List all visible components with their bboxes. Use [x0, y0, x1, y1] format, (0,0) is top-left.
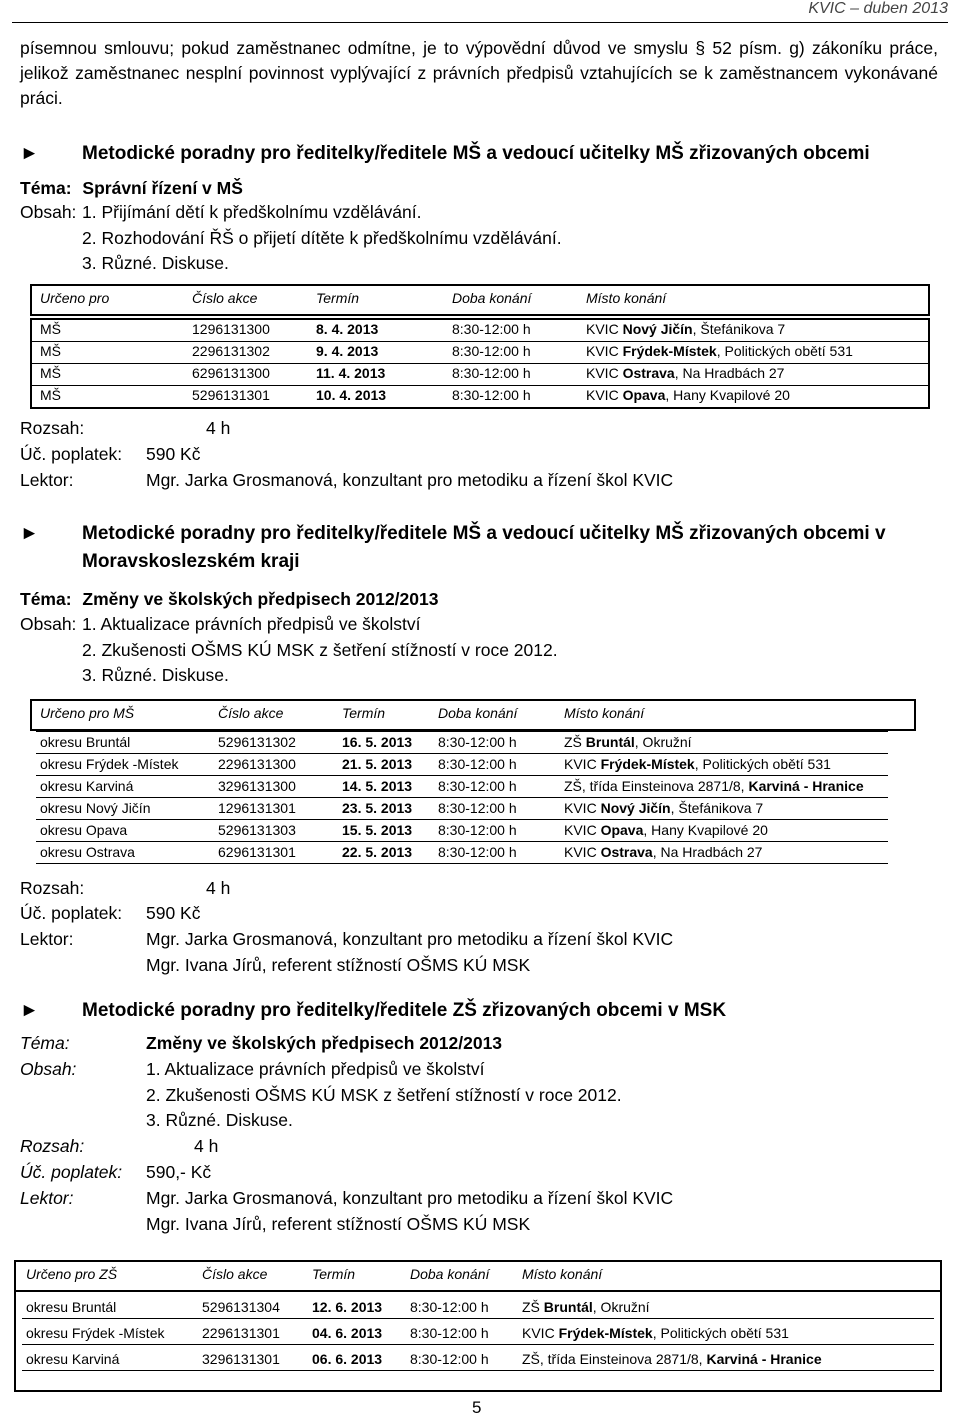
section-1-obsah-item: 3. Různé. Diskuse. — [82, 253, 229, 273]
arrow-bullet-icon: ► — [20, 1000, 39, 1021]
table-row: okresu Karviná 3296131301 06. 6. 2013 8:30-12:00 h ZŠ, třída Einsteinova 2871/8, Karviná - Hranice — [26, 1351, 822, 1367]
section-2-obsah-item: 2. Zkušenosti OŠMS KÚ MSK z šetření stížností v roce 2012. — [82, 640, 558, 660]
section-1-obsah-item: 2. Rozhodování ŘŠ o přijetí dítěte k předškolnímu vzdělávání. — [82, 228, 562, 248]
section-2-rozsah-label: Rozsah: — [20, 878, 85, 898]
section-2-obsah-label: Obsah: — [20, 614, 77, 634]
section-2-lektor-label: Lektor: — [20, 929, 74, 949]
section-1-title: Metodické poradny pro ředitelky/ředitele MŠ a vedoucí učitelky MŠ zřizovaných obcemi — [82, 143, 870, 164]
section-1-obsah-item: 1. Přijímání dětí k předškolnímu vzdělávání. — [82, 202, 422, 222]
section-3-lektor: Mgr. Jarka Grosmanová, konzultant pro metodiku a řízení škol KVIC — [146, 1188, 674, 1208]
section-3-rozsah-label: Rozsah: — [20, 1136, 85, 1156]
table-row: okresu Bruntál 5296131304 12. 6. 2013 8:30-12:00 h ZŠ Bruntál, Okružní — [26, 1299, 650, 1315]
section-3-obsah-item: 2. Zkušenosti OŠMS KÚ MSK z šetření stížností v roce 2012. — [146, 1085, 622, 1105]
table-row: okresu Karviná 3296131300 14. 5. 2013 8:30-12:00 h ZŠ, třída Einsteinova 2871/8, Karviná - Hranice — [40, 778, 864, 794]
section-1-poplatek-label: Úč. poplatek: — [20, 444, 123, 464]
table-row: okresu Frýdek -Místek 2296131301 04. 6. 2013 8:30-12:00 h KVIC Frýdek-Místek, Politických obětí 531 — [26, 1325, 789, 1341]
table-row: MŠ 2296131302 9. 4. 2013 8:30-12:00 h KVIC Frýdek-Místek, Politických obětí 531 — [40, 343, 853, 359]
section-1-rozsah: 4 h — [206, 418, 231, 438]
section-2-poplatek-label: Úč. poplatek: — [20, 903, 123, 923]
running-header: KVIC – duben 2013 — [808, 0, 948, 17]
section-1-lektor: Mgr. Jarka Grosmanová, konzultant pro metodiku a řízení škol KVIC — [146, 470, 674, 490]
section-2-title: Metodické poradny pro ředitelky/ředitele MŠ a vedoucí učitelky MŠ zřizovaných obcemi v Moravskoslezském kraji — [82, 523, 886, 572]
arrow-bullet-icon: ► — [20, 523, 39, 544]
table-row: MŠ 5296131301 10. 4. 2013 8:30-12:00 h KVIC Opava, Hany Kvapilové 20 — [40, 387, 790, 403]
table-row: okresu Bruntál 5296131302 16. 5. 2013 8:30-12:00 h ZŠ Bruntál, Okružní — [40, 734, 692, 750]
table-row: MŠ 1296131300 8. 4. 2013 8:30-12:00 h KVIC Nový Jičín, Štefánikova 7 — [40, 321, 786, 337]
section-1-rozsah-label: Rozsah: — [20, 418, 85, 438]
section-3-obsah-label: Obsah: — [20, 1059, 77, 1079]
section-1-schedule-table: Určeno pro Číslo akce Termín Doba konání Místo konání MŠ 1296131300 8. 4. 2013 8:30-12:00 h KVIC Nový Jičín, Štefánikova 7 MŠ 2296131302 9. 4. 2013 8:30-12:00 h KVIC Frýdek-Místek, Politických obětí 531 MŠ 6296131300 11. 4. 2013 8:30-12:00 h KVIC Ostrava, Na Hradbách 27 MŠ 5296131301 10. 4. 2013 8:30-12:00 h KVIC Opava, Hany Kvapilové 20 — [36, 284, 857, 406]
arrow-bullet-icon: ► — [20, 143, 39, 164]
table-row: okresu Opava 5296131303 15. 5. 2013 8:30-12:00 h KVIC Opava, Hany Kvapilové 20 — [40, 822, 768, 838]
section-3-lektor: Mgr. Ivana Jírů, referent stížností OŠMS KÚ MSK — [146, 1214, 531, 1234]
table-row: okresu Frýdek -Místek 2296131300 21. 5. 2013 8:30-12:00 h KVIC Frýdek-Místek, Politických obětí 531 — [40, 756, 831, 772]
section-1-lektor-label: Lektor: — [20, 470, 74, 490]
section-2-lektor: Mgr. Ivana Jírů, referent stížností OŠMS KÚ MSK — [146, 955, 531, 975]
section-2-lektor: Mgr. Jarka Grosmanová, konzultant pro metodiku a řízení škol KVIC — [146, 929, 674, 949]
section-2-rozsah: 4 h — [206, 878, 231, 898]
section-2-obsah-item: 1. Aktualizace právních předpisů ve školství — [82, 614, 421, 634]
section-3-poplatek: 590,- Kč — [146, 1162, 212, 1182]
section-3-obsah-item: 1. Aktualizace právních předpisů ve školství — [146, 1059, 485, 1079]
table-row: okresu Ostrava 6296131301 22. 5. 2013 8:30-12:00 h KVIC Ostrava, Na Hradbách 27 — [40, 844, 763, 860]
section-3-tema-label: Téma: — [20, 1033, 70, 1053]
intro-paragraph: písemnou smlouvu; pokud zaměstnanec odmítne, je to výpovědní důvod ve smyslu § 52 písm. g) zákoníku práce, jelikož zaměstnanec nesplní povinnost vyplývající z právních předpisů vztahujících se k zaměstnancem vykonávané práci. — [20, 38, 938, 108]
section-3-schedule-table: Určeno pro ZŠ Číslo akce Termín Doba konání Místo konání okresu Bruntál 5296131304 12. 6. 2013 8:30-12:00 h ZŠ Bruntál, Okružní okresu Frýdek -Místek 2296131301 04. 6. 2013 8:30-12:00 h KVIC Frýdek-Místek, Politických obětí 531 okresu Karviná 3296131301 06. 6. 2013 8:30-12:00 h ZŠ, třída Einsteinova 2871/8, Karviná - Hranice — [22, 1260, 826, 1372]
section-2-schedule-table: Určeno pro MŠ Číslo akce Termín Doba konání Místo konání okresu Bruntál 5296131302 16. 5. 2013 8:30-12:00 h ZŠ Bruntál, Okružní okresu Frýdek -Místek 2296131300 21. 5. 2013 8:30-12:00 h KVIC Frýdek-Místek, Politických obětí 531 okresu Karviná 3296131300 14. 5. 2013 8:30-12:00 h ZŠ, třída Einsteinova 2871/8, Karviná - Hranice okresu Nový Jičín 1296131301 23. 5. 2013 8:30-12:00 h KVIC Nový Jičín, Štefánikova 7 okresu Opava 5296131303 15. 5. 2013 8:30-12:00 h KVIC Opava, Hany Kvapilové 20 okresu Ostrava 6296131301 22. 5. 2013 8:30-12:00 h KVIC Ostrava, Na Hradbách 27 — [36, 699, 868, 863]
header-rule — [12, 22, 948, 23]
section-3-poplatek-label: Úč. poplatek: — [20, 1162, 123, 1182]
table-row: MŠ 6296131300 11. 4. 2013 8:30-12:00 h KVIC Ostrava, Na Hradbách 27 — [40, 365, 785, 381]
section-1-heading — [20, 140, 950, 170]
section-2-heading — [20, 520, 950, 576]
section-1-obsah-label: Obsah: — [20, 202, 77, 222]
section-2-tema: Téma: Změny ve školských předpisech 2012/2013 — [20, 589, 439, 609]
section-3-heading — [20, 997, 950, 1027]
section-3-lektor-label: Lektor: — [20, 1188, 74, 1208]
section-3-tema: Změny ve školských předpisech 2012/2013 — [146, 1033, 503, 1053]
section-1-tema: Téma: Správní řízení v MŠ — [20, 178, 243, 198]
section-2-obsah-item: 3. Různé. Diskuse. — [82, 665, 229, 685]
page-number: 5 — [472, 1398, 482, 1417]
section-3-rozsah: 4 h — [194, 1136, 219, 1156]
table-row: okresu Nový Jičín 1296131301 23. 5. 2013 8:30-12:00 h KVIC Nový Jičín, Štefánikova 7 — [40, 800, 764, 816]
section-3-title: Metodické poradny pro ředitelky/ředitele ZŠ zřizovaných obcemi v MSK — [82, 1000, 727, 1021]
section-3-obsah-item: 3. Různé. Diskuse. — [146, 1110, 293, 1130]
section-2-poplatek: 590 Kč — [146, 903, 201, 923]
section-1-poplatek: 590 Kč — [146, 444, 201, 464]
